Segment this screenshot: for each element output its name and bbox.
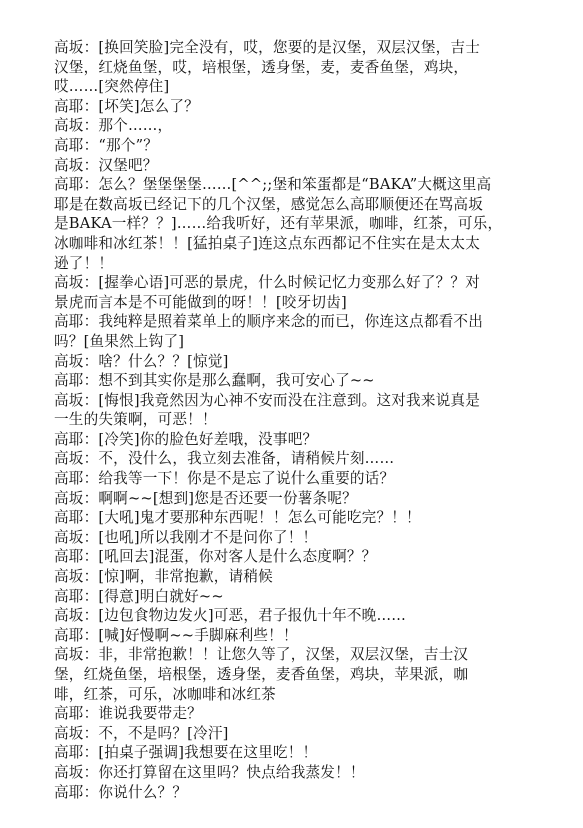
- dialogue-text-block: [54, 38, 540, 802]
- text-line: 高耶：[大吼]鬼才要那种东西呢！！怎么可能吃完？！！: [54, 509, 421, 527]
- text-line: 高耶：怎么？堡堡堡堡……[^^;;堡和笨蛋都是“BAKA”大概这里高: [54, 176, 492, 194]
- text-line: 高耶：[喊]好慢啊~~手脚麻利些！！: [54, 626, 298, 644]
- text-line: 高耶：[冷笑]你的脸色好差哦，没事吧？: [54, 430, 318, 448]
- text-line: 高坂：[握拳心语]可恶的景虎，什么时候记忆力变那么好了？？对: [54, 274, 481, 292]
- text-line: 高坂：非，非常抱歉！！让您久等了，汉堡，双层汉堡，吉士汉: [54, 646, 469, 664]
- text-line: 高耶：[拍桌子强调]我想要在这里吃！！: [54, 744, 318, 762]
- text-line: 高坂：啊啊~~[想到]您是否还要一份薯条呢？: [54, 489, 357, 507]
- text-line: 高耶：想不到其实你是那么蠢啊，我可安心了~~: [54, 372, 375, 390]
- text-line: 高耶：谁说我要带走？: [54, 705, 202, 723]
- text-line: 汉堡，红烧鱼堡，哎，培根堡，透身堡，麦，麦香鱼堡，鸡块，: [54, 58, 469, 76]
- text-line: 景虎而言本是不可能做到的呀！！[咬牙切齿]: [54, 293, 347, 311]
- text-line: 哎……[突然停住]: [54, 78, 170, 96]
- text-line: 逊了！！: [54, 254, 114, 272]
- text-line: 高耶：“那个”？: [54, 136, 159, 154]
- text-line: 高坂：那个……，: [54, 117, 173, 135]
- text-line: 高耶：你说什么？？: [54, 783, 188, 801]
- text-line: 高坂：[悔恨]我竟然因为心神不安而没在注意到。这对我来说真是: [54, 391, 481, 409]
- text-line: 一生的失策啊，可恶！！: [54, 411, 217, 429]
- text-line: 高坂：不，不是吗？[冷汗]: [54, 724, 229, 742]
- text-line: 啡，红茶，可乐，冰咖啡和冰红茶: [54, 685, 276, 703]
- text-line: 是BAKA一样？？]……给我听好，还有苹果派，咖啡，红茶，可乐，: [54, 215, 503, 233]
- text-line: 吗？[鱼果然上钩了]: [54, 332, 185, 350]
- text-line: 耶是在数高坂已经记下的几个汉堡，感觉怎么高耶顺便还在骂高坂: [54, 195, 484, 213]
- text-line: 堡，红烧鱼堡，培根堡，透身堡，麦香鱼堡，鸡块，苹果派，咖: [54, 666, 469, 683]
- text-line: 高坂：[惊]啊，非常抱歉，请稍候: [54, 568, 273, 586]
- text-line: 高坂：啥？什么？？[惊觉]: [54, 352, 229, 370]
- text-line: 高坂：[也吼]所以我刚才不是问你了！！: [54, 528, 318, 546]
- text-line: 高耶：我纯粹是照着菜单上的顺序来念的而已，你连这点都看不出: [54, 313, 484, 331]
- text-line: 高坂：你还打算留在这里吗？快点给我蒸发！！: [54, 763, 365, 781]
- text-line: 高耶：[坏笑]怎么了？: [54, 97, 199, 115]
- text-line: 高坂：[边包食物边发火]可恶，君子报仇十年不晚……: [54, 607, 407, 625]
- text-line: 高坂：[换回笑脸]完全没有，哎，您要的是汉堡，双层汉堡，吉士: [54, 39, 481, 56]
- text-line: 冰咖啡和冰红茶！！[猛拍桌子]连这点东西都记不住实在是太太太: [54, 234, 481, 252]
- text-line: 高坂：不，没什么，我立刻去准备，请稍候片刻……: [54, 450, 395, 468]
- text-line: 高耶：[得意]明白就好~~: [54, 587, 224, 605]
- text-line: 高坂：汉堡吧？: [54, 156, 158, 174]
- text-line: 高耶：[吼回去]混蛋，你对客人是什么态度啊？？: [54, 548, 377, 566]
- text-line: 高耶：给我等一下！你是不是忘了说什么重要的话？: [54, 470, 395, 488]
